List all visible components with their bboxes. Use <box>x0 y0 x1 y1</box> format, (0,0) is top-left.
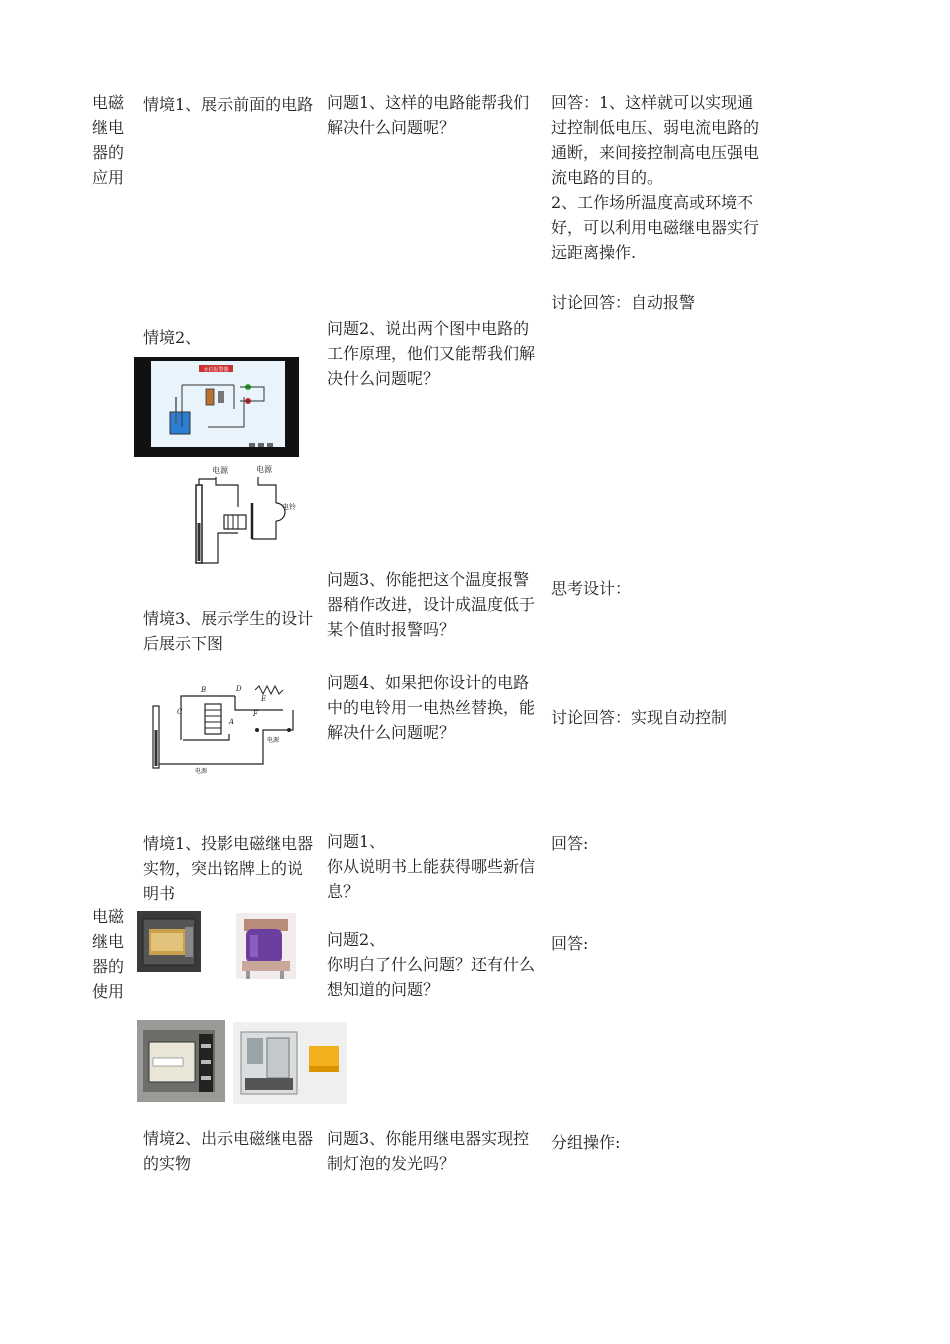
low-temperature-alarm-circuit-diagram <box>143 680 303 776</box>
question-3-text: 问题3、你能把这个温度报警器稍作改进，设计成温度低于某个值时报警吗？ <box>327 570 536 639</box>
label-A: A <box>229 718 235 726</box>
question-s2-1-text: 问题1、 你从说明书上能获得哪些新信息？ <box>327 832 536 901</box>
topic-relay-usage: 电磁 继电 器的 使用 <box>92 907 125 1001</box>
answer-1-text: 回答：1、这样就可以实现通过控制低电压、弱电流电路的通断，来间接控制高电压强电流电路的目的。 2、工作场所温度高或环境不好，可以利用电磁继电器实行远距离操作. <box>551 93 760 262</box>
scene-s2-1-text: 情境1、投影电磁继电器实物，突出铭牌上的说明书 <box>143 834 314 903</box>
power-label-2: 电源 <box>256 465 272 474</box>
question-s2-2-text: 问题2、 你明白了什么问题？还有什么想知道的问题？ <box>327 930 536 999</box>
question-s2-3-text: 问题3、你能用继电器实现控制灯泡的发光吗？ <box>327 1129 530 1173</box>
relay-photo-1 <box>137 911 201 972</box>
topic-relay-application: 电磁 继电 器的 应用 <box>92 93 125 187</box>
screen-title: 水位报警器 <box>203 367 229 373</box>
relay-photo-2 <box>236 913 296 979</box>
label-E: E <box>261 695 267 703</box>
scene-3-text: 情境3、展示学生的设计后展示下图 <box>143 609 314 653</box>
answer-s2-3-text: 分组操作: <box>551 1133 621 1152</box>
power-label-1: 电源 <box>212 466 228 475</box>
answer-s2-2-text: 回答: <box>551 934 589 953</box>
answer-3-text: 思考设计： <box>551 579 632 598</box>
source-label-2: 电源 <box>195 768 208 775</box>
water-level-alarm-screen-image <box>134 357 299 457</box>
label-D: D <box>236 685 242 693</box>
label-C: C <box>177 708 183 716</box>
relay-photo-4 <box>233 1022 347 1104</box>
source-label-1: 电源 <box>267 737 280 744</box>
label-F: F <box>253 710 258 718</box>
relay-photo-3 <box>137 1020 225 1102</box>
answer-s2-1-text: 回答: <box>551 834 589 853</box>
answer-4-text: 讨论回答：实现自动控制 <box>551 708 728 727</box>
question-2-text: 问题2、说出两个图中电路的工作原理，他们又能帮我们解决什么问题呢？ <box>327 319 536 388</box>
question-1-text: 问题1、这样的电路能帮我们解决什么问题呢？ <box>327 93 530 137</box>
scene-s2-2-text: 情境2、出示电磁继电器的实物 <box>143 1129 314 1173</box>
label-B: B <box>201 686 207 694</box>
question-4-text: 问题4、如果把你设计的电路中的电铃用一电热丝替换，能解决什么问题呢？ <box>327 673 536 742</box>
answer-2-text: 讨论回答：自动报警 <box>551 293 696 312</box>
scene-2-text: 情境2、 <box>143 328 202 347</box>
scene-1-text: 情境1、展示前面的电路 <box>143 95 314 114</box>
bell-label: 电铃 <box>282 503 296 511</box>
temperature-alarm-circuit-diagram <box>186 463 302 569</box>
